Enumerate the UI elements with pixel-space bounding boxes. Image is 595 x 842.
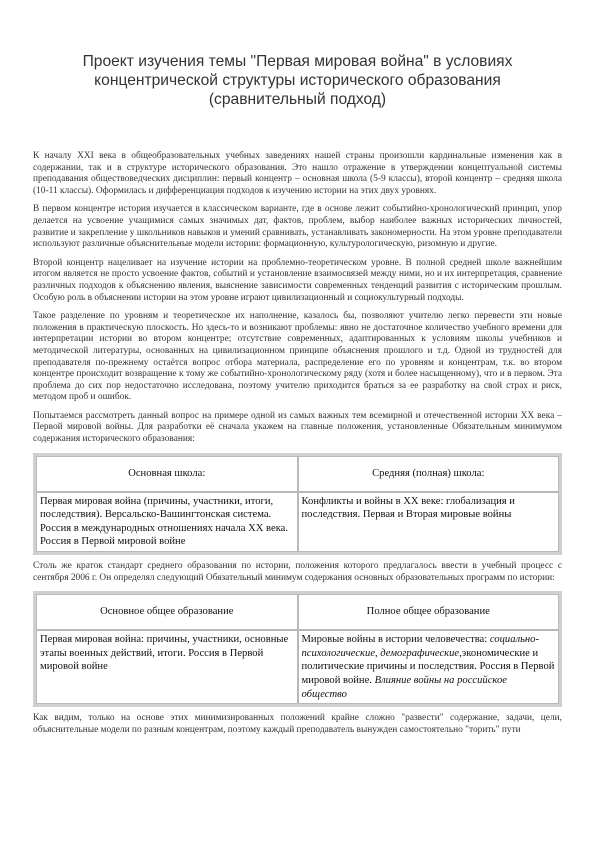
table-header-cell: Средняя (полная) школа:	[298, 456, 560, 492]
table-row	[36, 630, 559, 704]
paragraph-4: Такое разделение по уровням и теоретическое их наполнение, казалось бы, позволяют учителю легко перевести эти новые положения в практическую плоскость. Но здесь-то и возникают проблемы: явно не достаточное количество учебного времени для интерпретации истории во втором концентре; отсутствие современных, адаптированных к условиям школы учебников и методической литературы, основанных на цивилизационном принципе объяснения прошлого и т.д. Одной из трудностей для преподавателя по-прежнему остаётся вопрос отбора материала, распределение его по уровням и концентрам, т.к. во втором концентре происходит возвращение к тому же событийно-хронологическому ряду (хотя и более насыщенному), что и в первом. Эта проблема до сих пор недостаточно исследована, поэтому учителю приходится браться за ее разработку на свой страх и риск, методом проб и ошибок.	[33, 311, 562, 403]
table-2-frame	[33, 591, 562, 707]
cell-text: Мировые войны в истории человечества:	[301, 634, 490, 646]
table-header-cell: Полное общее образование	[298, 594, 560, 630]
paragraph-6: Столь же краток стандарт среднего образования по истории, положения которого предлагалось ввести в учебный процесс с сентября 2006 г. Он определял следующий Обязательный минимум содержания основных образовательных программ по истории:	[33, 561, 562, 583]
table-1-frame	[33, 453, 562, 555]
paragraph-3: Второй концентр нацеливает на изучение истории на проблемно-теоретическом уровне. В полной средней школе важнейшим итогом является не просто усвоение фактов, событий и установление взаимосвязей между ними, но и их интерпретация, сравнение различных подходов к объяснению явления, выяснение зависимости современных тенденций развития с историческим прошлым. Особую роль в объяснении истории на этом уровне играют цивилизационный и социокультурный подходы.	[33, 257, 562, 303]
paragraph-1: К началу XXI века в общеобразовательных учебных заведениях нашей страны произошли кардинальные изменения как в содержании, так и в структуре исторического образования. Это нашло отражение в утверждении концептуальной системы преподавания обществоведческих дисциплин: первый концентр – основная школа (5-9 классы), второй концентр – средняя школа (10-11 классы). Оформилась и дифференциация подходов к изучению истории на этих двух уровнях.	[33, 151, 562, 196]
table-row	[36, 456, 559, 492]
table-cell: Первая мировая война: причины, участники, основные этапы военных действий, итоги. Россия в Первой мировой войне	[36, 630, 298, 704]
table-row	[36, 492, 559, 552]
table-cell: Первая мировая война (причины, участники, итоги, последствия). Версальско-Вашингтонская система. Россия в международных отношениях начала XX века. Россия в Первой мировой войне	[36, 492, 298, 552]
paragraph-7: Как видим, только на основе этих минимизированных положений крайне сложно "развести" содержание, задачи, цели, объяснительные модели по разным концентрам, поэтому каждый преподаватель вынужден самостоятельно "торить" пути	[33, 713, 562, 735]
table-row	[36, 594, 559, 630]
table-cell: Конфликты и войны в XX веке: глобализация и последствия. Первая и Вторая мировые войны	[298, 492, 560, 552]
cell-text-italic: Влияние войны на российское общество	[301, 675, 507, 700]
table-cell	[298, 630, 560, 704]
table-header-cell: Основное общее образование	[36, 594, 298, 630]
paragraph-2: В первом концентре история изучается в классическом варианте, где в основе лежит событийно-хронологический принцип, упор делается на усвоение учащимися самых значимых дат, фактов, проблем, выбор наиболее важных исторических личностей, развитие и закрепление у школьников навыков и умений сравнивать, устанавливать закономерности. На этом уровне преподаватели используют различные объяснительные модели истории: формационную, культурологическую, ризомную и другие.	[33, 204, 562, 250]
standards-table-2	[36, 594, 559, 704]
document-body	[33, 151, 562, 743]
paragraph-5: Попытаемся рассмотреть данный вопрос на примере одной из самых важных тем всемирной и отечественной истории XX века – Первой мировой войны. Для разработки её сначала укажем на главные положения, установленные Обязательным минимумом содержания исторического образования:	[33, 410, 562, 445]
table-header-cell: Основная школа:	[36, 456, 298, 492]
cell-text: экономические и политические причины и последствия. Россия в Первой мировой войне.	[301, 647, 555, 686]
cell-text-italic: социально-психологические, демографические,	[301, 634, 540, 659]
standards-table-1	[36, 456, 559, 552]
document-title: Проект изучения темы "Первая мировая война" в условиях концентрической структуры исторического образования (сравнительный подход)	[82, 53, 513, 108]
